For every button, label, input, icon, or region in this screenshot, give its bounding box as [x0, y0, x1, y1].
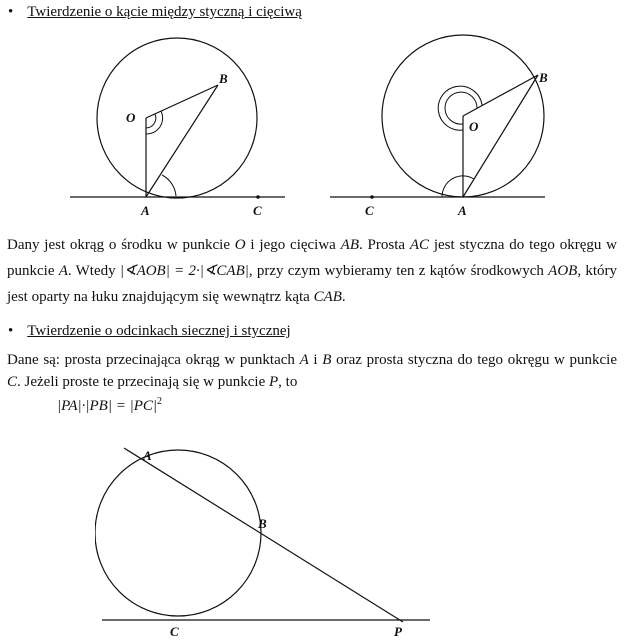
- secant-line: [124, 448, 403, 622]
- radius-OB: [463, 75, 538, 116]
- label-C: C: [170, 624, 179, 639]
- angle-formula: |∢AOB| = 2·|∢CAB|: [119, 263, 249, 279]
- label-O: O: [469, 119, 479, 134]
- label-A: A: [458, 203, 467, 218]
- heading-text: Twierdzenie o odcinkach siecznej i stycznej: [27, 323, 291, 339]
- section2-paragraph: Dane są: prosta przecinająca okrąg w punktach A i B oraz prosta styczna do tego okręgu w punkcie C. Jeżeli proste te przecinają się w punkcie P, to: [7, 352, 618, 390]
- label-B: B: [258, 516, 267, 531]
- label-A: A: [143, 448, 152, 463]
- label-A: A: [141, 203, 150, 218]
- circle: [95, 450, 261, 616]
- section2-heading: [8, 323, 291, 340]
- figure-secant-tangent: [95, 440, 435, 640]
- label-P: P: [394, 624, 402, 639]
- section1-paragraph: Dany jest okrąg o środku w punkcie O i jego cięciwa AB. Prosta AC jest styczna do tego okręgu w punkcie A. Wtedy |∢AOB| = 2·|∢CAB|, przy czym wybieramy ten z kątów środkowych AOB, który jest oparty na łuku znajdującym się wewnątrz kąta CAB.: [7, 237, 618, 305]
- figure-tangent-chord-right: [325, 28, 555, 220]
- secant-tangent-formula: $|PA|\cdot|PB| = |PC|^2$: [57, 396, 162, 414]
- bullet: •: [8, 4, 14, 20]
- circle: [97, 38, 257, 198]
- figure-tangent-chord-left: [60, 28, 310, 220]
- angle-arc-CAB: [162, 175, 176, 196]
- bullet: •: [8, 323, 14, 339]
- point-C: [256, 195, 260, 199]
- point-C: [370, 195, 374, 199]
- label-O: O: [126, 110, 136, 125]
- heading-text: Twierdzenie o kącie między styczną i cięciwą: [27, 4, 302, 20]
- section1-heading: [8, 4, 302, 21]
- label-C: C: [253, 203, 262, 218]
- label-C: C: [365, 203, 374, 218]
- label-B: B: [219, 71, 228, 86]
- chord-AB: [463, 75, 538, 197]
- label-B: B: [539, 70, 548, 85]
